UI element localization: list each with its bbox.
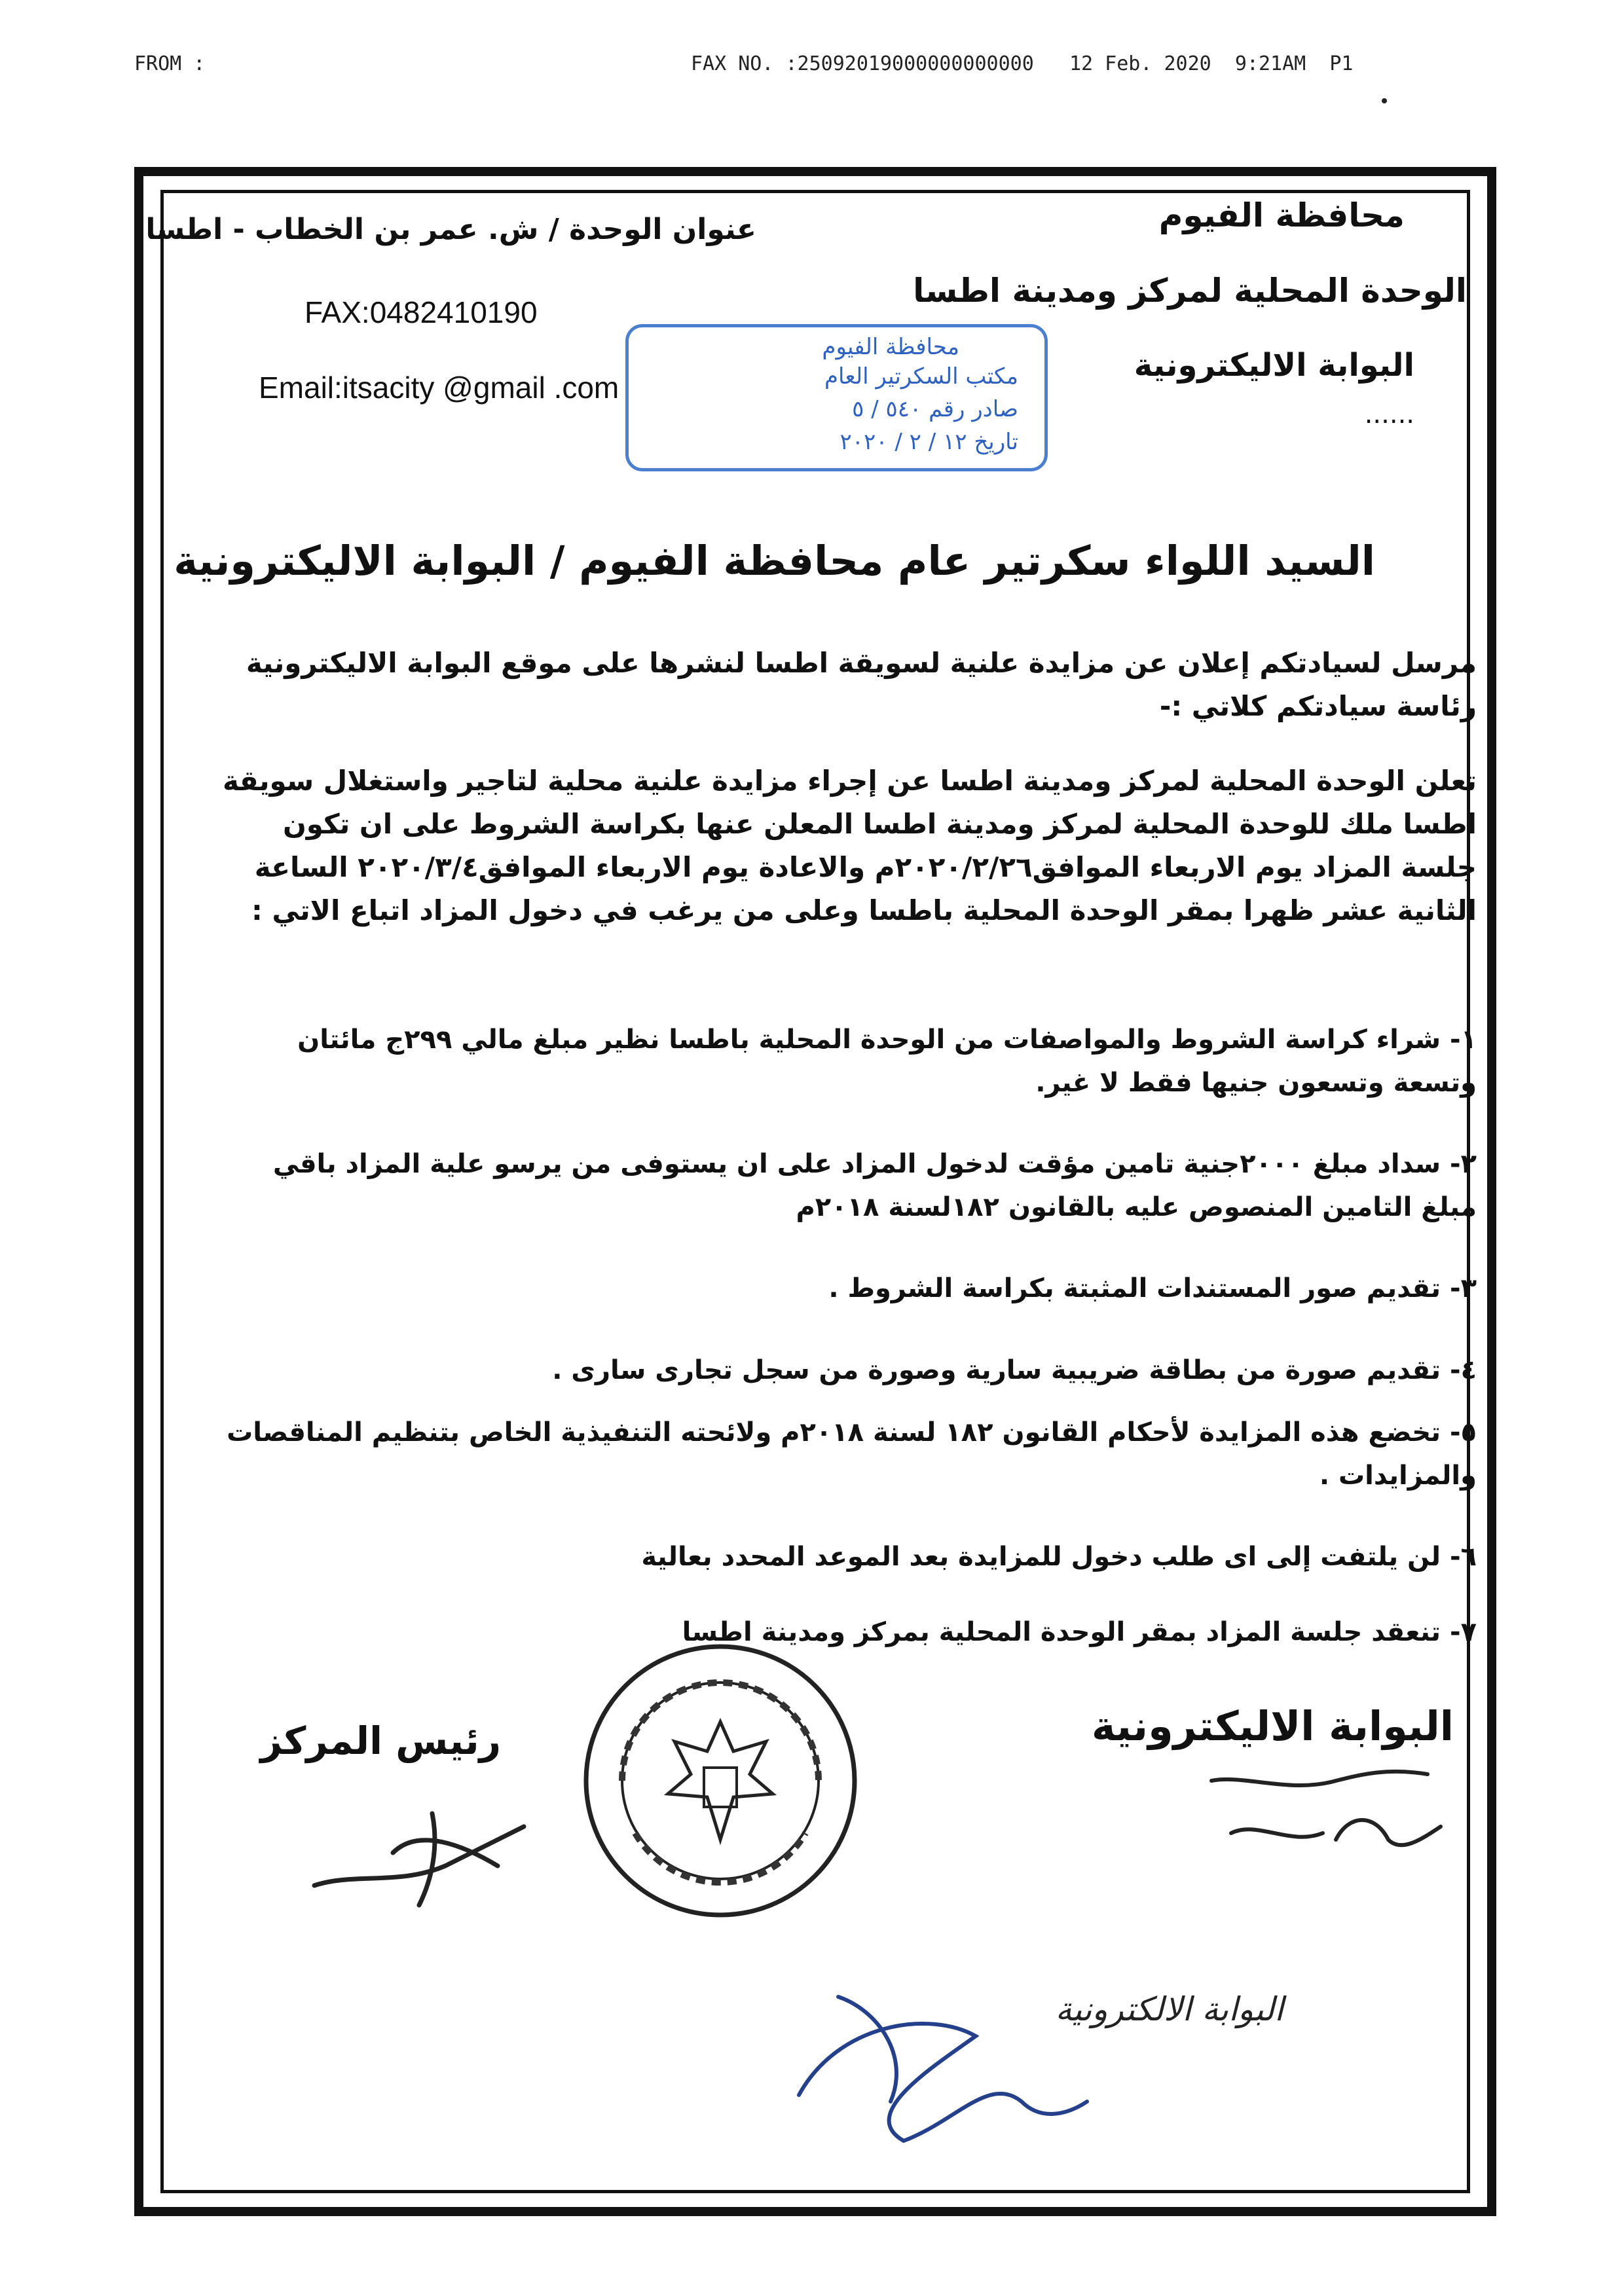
condition-item: ٧- تنعقد جلسة المزاد بمقر الوحدة المحلية بمركز ومدينة اطسا [682,1617,1477,1647]
head-signature-icon [301,1787,537,1918]
email-address: Email:itsacity @gmail .com [259,371,619,405]
stamp-line-governorate: محافظة الفيوم [822,334,959,360]
speck [1382,98,1387,103]
governorate-name: محافظة الفيوم [1158,196,1405,234]
fax-meta: FAX NO. :25092019000000000000 12 Feb. 2020 9:21AM P1 [691,52,1354,75]
condition-item: ٢- سداد مبلغ ٢٠٠٠جنية تامين مؤقت لدخول المزاد على ان يستوفى من يرسو علية المزاد باقي مبلغ التامين المنصوص عليه بالقانون ١٨٢لسنة ٢٠١٨م [272,1149,1477,1222]
secretary-signature-icon [760,1971,1100,2167]
portal-signature-icon [1192,1755,1454,1866]
condition-item: ٣- تقديم صور المستندات المثبتة بكراسة الشروط . [828,1273,1477,1303]
signature-title-head: رئيس المركز [260,1719,501,1763]
fax-number: FAX:0482410190 [304,295,538,329]
stamp-line-date: تاريخ ١٢ / ٢ / ٢٠٢٠ [840,429,1018,455]
incoming-stamp [625,324,1048,471]
official-seal-icon [576,1637,864,1925]
stamp-line-office: مكتب السكرتير العام [824,363,1018,390]
salutation: السيد اللواء سكرتير عام محافظة الفيوم / البوابة الاليكترونية [174,537,1375,585]
fax-from: FROM : [134,52,206,75]
unit-name: الوحدة المحلية لمركز ومدينة اطسا [913,272,1467,310]
unit-address: عنوان الوحدة / ش. عمر بن الخطاب - اطسا [145,213,756,246]
stamp-line-number: صادر رقم ٥٤٠ / ٥ [852,396,1018,422]
dots: ...... [1364,399,1414,429]
condition-item: ٤- تقديم صورة من بطاقة ضريبية سارية وصورة من سجل تجارى سارى . [552,1355,1477,1385]
condition-item: ١- شراء كراسة الشروط والمواصفات من الوحدة المحلية باطسا نظير مبلغ مالي ٢٩٩ج مائتان وتسعة وتسعون جنيها فقط لا غير. [297,1025,1477,1098]
condition-item: ٦- لن يلتفت إلى اى طلب دخول للمزايدة بعد الموعد المحدد بعالية [641,1542,1477,1572]
intro-paragraph: مرسل لسيادتكم إعلان عن مزايدة علنية لسويقة اطسا لنشرها على موقع البوابة الاليكترونية رئاسة سيادتكم كلاتي :- [246,647,1477,722]
fax-header [0,46,1624,85]
portal-name: البوابة الاليكترونية [1134,347,1414,384]
announcement-paragraph: تعلن الوحدة المحلية لمركز ومدينة اطسا عن إجراء مزايدة علنية محلية لتاجير واستغلال سويقة اطسا ملك للوحدة المحلية لمركز ومدينة اطسا المعلن عنها بكراسة الشروط على ان تكون جلسة المزاد يوم الاربعاء الموافق٢٠٢٠/٢/٢٦م والاعادة يوم الاربعاء الموافق٢٠٢٠/٣/٤ الساعة الثانية عشر ظهرا بمقر الوحدة المحلية باطسا وعلى من يرغب في دخول المزاد اتباع الاتي : [223,765,1477,926]
signature-title-portal: البوابة الاليكترونية [1091,1702,1454,1750]
condition-item: ٥- تخضع هذه المزايدة لأحكام القانون ١٨٢ لسنة ٢٠١٨م ولائحته التنفيذية الخاص بتنظيم المناقصات والمزايدات . [227,1417,1477,1491]
handwritten-note: البوابة الالكترونية [1055,1990,1283,2028]
